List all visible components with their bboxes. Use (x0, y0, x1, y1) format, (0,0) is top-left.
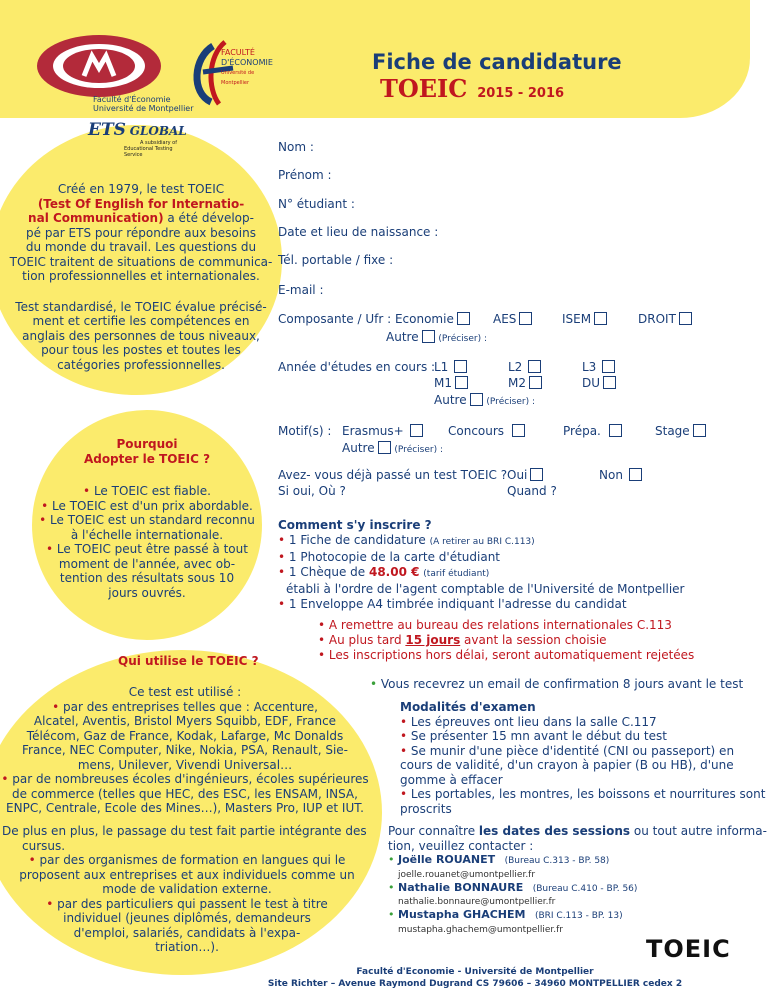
annee-label: Année d'études en cours : (278, 360, 436, 374)
field-naissance[interactable]: Date et lieu de naissance : (278, 225, 439, 239)
faculty-caption: Faculté d'Économie Université de Montpellier (93, 95, 194, 113)
checkbox-economie[interactable] (457, 312, 470, 325)
option-concours: Concours (448, 424, 525, 438)
field-tel[interactable]: Tél. portable / fixe : (278, 253, 394, 267)
option-droit: DROIT (638, 312, 692, 326)
intro-text: Créé en 1979, le test TOEIC (Test Of English for Internatio- nal Communication) a été dévelop- pé par ETS pour répondre aux besoins du monde du travail. Les questions du TOEIC traitent de situations de communica- tion professionnelles et internationales. Test standardisé, le TOEIC évalue précisé- ment et certifie les compétences en anglais des personnes de tous niveaux, pour tous les postes et toutes les catégories professionnelles. (9, 182, 273, 372)
qui-title: Qui utilise le TOEIC ? (118, 654, 259, 668)
email-link-bonnaure[interactable]: nathalie.bonnaure@umontpellier.fr (398, 897, 556, 907)
option-l2: L2 (508, 360, 541, 374)
title-year: 2015 - 2016 (477, 86, 565, 101)
checkbox-prepa[interactable] (609, 424, 622, 437)
pourquoi-section: Pourquoi Adopter le TOEIC ? • Le TOEIC est fiable. • Le TOEIC est d'un prix abordable. • Le TOEIC est un standard reconnu à l'échelle internationale. • Le TOEIC peut être passé à tout moment de l'année, avec ob- tention des résultats sous 10 jours ouvrés. (32, 437, 262, 600)
option-prepa: Prépa. (563, 424, 622, 438)
email-link-rouanet[interactable]: joelle.rouanet@umontpellier.fr (398, 869, 536, 880)
field-nom[interactable]: Nom : (278, 140, 314, 154)
checkbox-motif-autre[interactable] (378, 441, 391, 454)
checkbox-isem[interactable] (594, 312, 607, 325)
composante-row: Composante / Ufr : Economie (278, 312, 470, 326)
remettre-section: • A remettre au bureau des relations internationales C.113 • Au plus tard 15 jours avant la session choisie • Les inscriptions hors délai, seront automatiquement rejetées (318, 618, 695, 662)
option-du: DU (582, 376, 616, 390)
field-etudiant[interactable]: N° étudiant : (278, 197, 355, 211)
footer: Faculté d'Economie - Université de Montpellier Site Richter – Avenue Raymond Dugrand CS 79606 – 34960 MONTPELLIER cedex 2 (267, 967, 683, 989)
checkbox-annee-autre[interactable] (470, 393, 483, 406)
option-oui: Oui (507, 468, 543, 482)
modalites-section: Modalités d'examen • Les épreuves ont lieu dans la salle C.117 • Se présenter 15 mn avant le début du test • Se munir d'une pièce d'identité (CNI ou passeport) en cours de validité, d'un crayon à papier (B ou HB), d'une gomme à effacer • Les portables, les montres, les boissons et nourritures sont proscrits (400, 700, 766, 816)
title-toeic: TOEIC (380, 74, 468, 103)
inscrire-section: Comment s'y inscrire ? • 1 Fiche de candidature (A retirer au BRI C.113) • 1 Photocopie de la carte d'étudiant • 1 Chèque de 48.00 € (tarif étudiant) établi à l'ordre de l'agent comptable de l'Université de Montpellier • 1 Enveloppe A4 timbrée indiquant l'adresse du candidat (278, 518, 685, 611)
title-toeic-row (380, 74, 564, 103)
checkbox-concours[interactable] (512, 424, 525, 437)
deja-passe-question: Avez- vous déjà passé un test TOEIC ? (278, 468, 508, 482)
checkbox-composante-autre[interactable] (422, 330, 435, 343)
checkbox-non[interactable] (629, 468, 642, 481)
pourquoi-title: Pourquoi (116, 437, 178, 451)
quand-field[interactable]: Quand ? (507, 484, 557, 498)
page-title: Fiche de candidature (372, 50, 622, 74)
option-m1: M1 (434, 376, 468, 390)
modalites-title: Modalités d'examen (400, 700, 536, 714)
si-oui-ou[interactable]: Si oui, Où ? (278, 484, 346, 498)
qui-text-2: De plus en plus, le passage du test fait partie intégrante des cursus. • par des organismes de formation en langues qui le proposent aux entreprises et aux individuels comme un mode de validation externe. • par des particuliers qui passent le test à titre individuel (jeunes diplômés, demandeurs d'emploi, salariés, candidats à l'expa- triation…). (2, 824, 367, 954)
contact-section: Pour connaître les dates des sessions ou tout autre informa- tion, veuillez contacter : • Joëlle ROUANET (Bureau C.313 - BP. 58) joelle.rouanet@umontpellier.fr • Nathalie BONNAURE (Bureau C.410 - BP. 56) nathalie.bonnaure@umontpellier.fr • Mustapha GHACHEM (BRI C.113 - BP. 13) mustapha.ghachem@umontpellier.fr (388, 824, 767, 935)
checkbox-aes[interactable] (519, 312, 532, 325)
field-email[interactable]: E-mail : (278, 283, 324, 297)
ets-global-logo: ETS GLOBAL A subsidiary of Educational Testing Service (88, 120, 187, 158)
checkbox-oui[interactable] (530, 468, 543, 481)
toeic-logo: TOEIC (646, 935, 731, 963)
annee-autre: Autre (Préciser) : (434, 393, 536, 407)
checkbox-stage[interactable] (693, 424, 706, 437)
inscrire-title: Comment s'y inscrire ? (278, 518, 432, 532)
qui-text: Ce test est utilisé : • par des entreprises telles que : Accenture, Alcatel, Aventis, Bristol Myers Squibb, EDF, France Télécom, Gaz de France, Kodak, Lafarge, Mc Donalds France, NEC Computer, Nike, Nokia, PSA, Renault, Sie- mens, Unilever, Vivendi Universal… • par de nombreuses écoles d'ingénieurs, écoles supérieures de commerce (telles que HEC, des ESC, les ENSAM, INSA, ENPC, Centrale, Ecole des Mines…), Masters Pro, IUP et IUT. (1, 685, 369, 815)
checkbox-l2[interactable] (528, 360, 541, 373)
checkbox-droit[interactable] (679, 312, 692, 325)
motif-label: Motif(s) : (278, 424, 332, 438)
checkbox-l3[interactable] (602, 360, 615, 373)
option-m2: M2 (508, 376, 542, 390)
option-non: Non (599, 468, 642, 482)
email-link-ghachem[interactable]: mustapha.ghachem@umontpellier.fr (398, 924, 563, 935)
fe-logo: FACULTÉ D'ÉCONOMIE Université de Montpellier (183, 38, 283, 108)
option-isem: ISEM (562, 312, 607, 326)
option-l3: L3 (582, 360, 615, 374)
option-stage: Stage (655, 424, 706, 438)
checkbox-l1[interactable] (454, 360, 467, 373)
university-seal-logo (22, 30, 177, 105)
motif-autre: Autre (Préciser) : (342, 441, 444, 455)
field-prenom[interactable]: Prénom : (278, 168, 332, 182)
checkbox-du[interactable] (603, 376, 616, 389)
option-erasmus: Erasmus+ (342, 424, 423, 438)
composante-autre: Autre (Préciser) : (386, 330, 488, 344)
checkbox-m1[interactable] (455, 376, 468, 389)
option-l1: L1 (434, 360, 467, 374)
checkbox-erasmus[interactable] (410, 424, 423, 437)
option-aes: AES (493, 312, 532, 326)
checkbox-m2[interactable] (529, 376, 542, 389)
confirmation-note: • Vous recevrez un email de confirmation 8 jours avant le test (370, 677, 744, 691)
